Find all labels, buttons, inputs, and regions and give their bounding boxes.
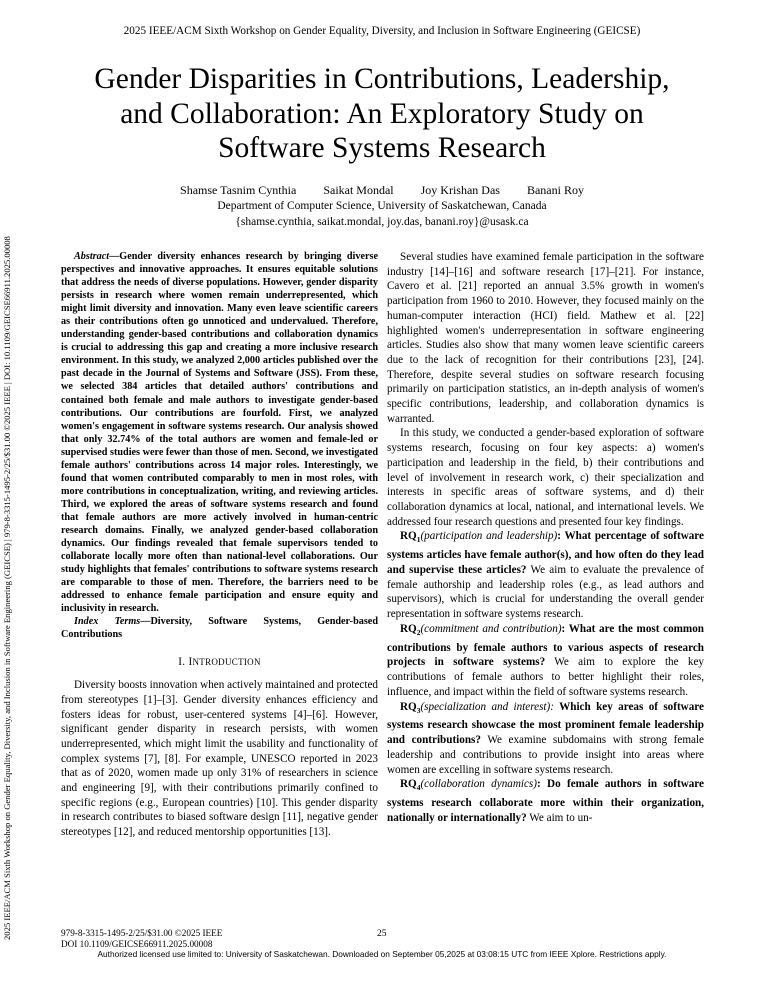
index-terms-text: —Diversity, Software Systems, Gender-based Contributions [61,616,378,641]
author-name: Saikat Mondal [323,183,394,197]
right-column [387,250,704,826]
conference-header: 2025 IEEE/ACM Sixth Workshop on Gender Equality, Diversity, and Inclusion in Software Engineering (GEICSE) [123,25,641,37]
title-line: Software Systems Research [218,132,546,164]
body-paragraph: In this study, we conducted a gender-based exploration of software systems research, focusing on four key aspects: a) women's participation and leadership in the field, b) their contributions and level of involvement in research work, c) their specialization and interests in specific areas of software systems, and d) their collaboration dynamics at local, national, and international levels. We addressed four research questions and presented four key findings. [387,427,704,528]
author-name: Banani Roy [526,183,584,197]
body-paragraph: Several studies have examined female participation in the software industry [14]–[16] and software research [17]–[21]. For instance, Cavero et al. [21] reported an annual 3.5% growth in women's participation from 1960 to 2010. However, they focused mainly on the human-computer interaction (HCI) field. Mathew et al. [22] highlighted women's underrepresentation in software engineering articles. Studies also show that many women leave scientific careers due to the lack of recognition for their contributions [23], [24]. Therefore, despite several studies on software research focusing primarily on participation statistics, an in-depth analysis of women's specific contributions, leadership, and collaboration dynamics is warranted. [387,251,704,425]
affiliation: Department of Computer Science, University of Saskatchewan, Canada [217,200,547,212]
research-question-1: $RQ_1(participation$ and leadership): What percentage of software systems articles have female author(s), and how often do they lead and supervise these articles? We aim to evaluate the prevalence of female authorship and leadership roles (e.g., as lead authors and supervisors), which is crucial for understanding the overall gender representation in software systems research. [387,530,704,621]
side-doi-text: 2025 IEEE/ACM Sixth Workshop on Gender Equality, Diversity, and Inclusion in Software Engineering (GEICSE) | 979-8-3315-1495-2/25/$31.00 ©2025 IEEE | DOI: 10.1109/GEICSE66911.2025.00008 [2,236,12,940]
title-line: and Collaboration: An Exploratory Study on [120,97,644,130]
abstract-label: Abstract [74,251,110,262]
footer-isbn: 979-8-3315-1495-2/25/$31.00 ©2025 IEEE [61,928,223,938]
intro-paragraph: Diversity boosts innovation when actively maintained and protected from stereotypes [1]–[3]. Gender diversity enhances efficiency and fosters ideas for robust, user-centered systems [4]–[6]. However, significant gender disparity in research persists, with women underrepresented, which might limit the usability and functionality of complex systems [7], [8]. For example, UNESCO reported in 2023 that as of 2020, women made up only 31% of researchers in science and engineering [9], with their contributions primarily confined to specific regions (e.g., European countries) [10]. This gender disparity in research contributes to biased software design [11], negative gender stereotypes [12], and reduced mentorship opportunities [13]. [61,679,378,839]
title-line: Gender Disparities in Contributions, Leadership, [94,63,670,95]
abstract [61,250,378,615]
footer-copyright [61,928,222,950]
footer-doi: DOI 10.1109/GEICSE66911.2025.00008 [61,939,213,949]
research-question-2: $RQ_2(commitment$ and contribution): What are the most common contributions by female authors to various aspects of research projects in software systems? We aim to explore the key contributions of female authors to better highlight their roles, influence, and impact within the field of software systems research. [387,622,704,698]
section-heading-introduction: I. INTRODUCTION [178,656,261,669]
author-emails: {shamse.cynthia, saikat.mondal, joy.das, banani.roy}@usask.ca [235,215,529,228]
research-question-4: $RQ_4(collaboration$ dynamics): Do female authors in software systems research collaborate more within their organization, nationally or internationally? We aim to un- [387,778,704,824]
author-name: Joy Krishan Das [420,183,500,197]
research-question-3: $RQ_3(specialization$ and interest): Which key areas of software systems research showcase the most prominent female leadership and contributions? We examine subdomains with strong female leadership and contributions to provide insight into areas where women are excelling in software systems research. [387,700,704,776]
left-column [61,250,378,840]
license-notice: Authorized licensed use limited to: University of Saskatchewan. Downloaded on September 05,2025 at 03:08:15 UTC from IEEE Xplore. Restrictions apply. [97,949,667,959]
index-terms-label: Index Terms [74,616,141,628]
page-number: 25 [377,928,387,939]
index-terms [61,615,378,641]
author-list [60,182,704,198]
affiliation-block [60,199,704,230]
author-name: Shamse Tasnim Cynthia [180,183,297,197]
abstract-text: —Gender diversity enhances research by bringing diverse perspectives and innovative approaches. It ensures equitable solutions that address the needs of diverse populations. However, gender disparity persists in research where women remain underrepresented, which might limit diversity and innovation. Many even leave scientific careers as their contributions often go unnoticed and undervalued. Therefore, understanding gender-based contributions and collaboration dynamics is crucial to addressing this gap and creating a more inclusive research environment. In this study, we analyzed 2,000 articles published over the past decade in the Journal of Systems and Software (JSS). From these, we selected 384 articles that detailed authors' contributions and contained both female and male authors to investigate gender-based contributions. Our contributions are fourfold. First, we analyzed women's engagement in software systems research. Our analysis showed that only 32.74% of the total authors are women and female-led or supervised studies were fewer than those of men. Second, we investigated female authors' contributions across 14 major roles. Interestingly, we found that women contributed comparably to men in most roles, with more contributions in conceptualization, writing, and reviewing articles. Third, we explored the areas of software systems research and found that female authors are more actively involved in human-centric research domains. Finally, we analyzed gender-based collaboration dynamics. Our findings revealed that female supervisors tended to collaborate locally more often than national-level collaborations. Our study highlights that females' contributions to software systems research are comparable to those of men. Therefore, the barriers need to be addressed to enhance female participation and ensure equity and inclusivity in research. [61,251,378,615]
paper-title [60,62,704,166]
